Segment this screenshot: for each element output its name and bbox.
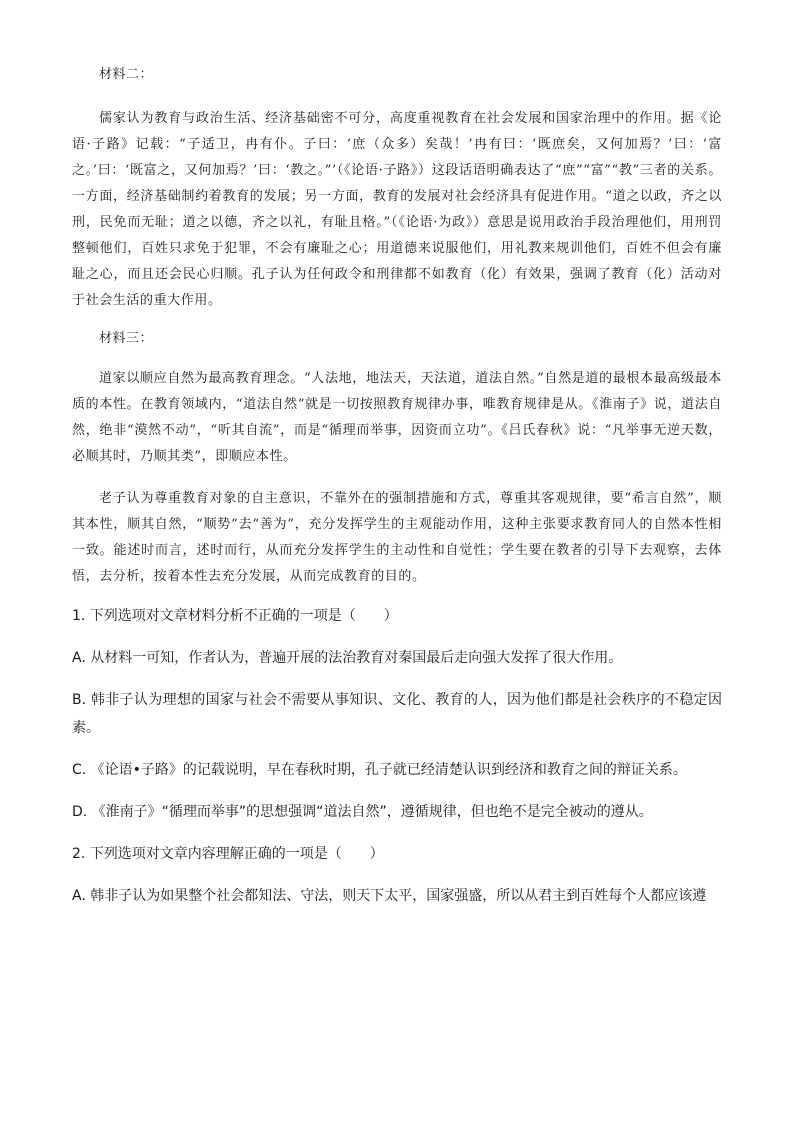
question-2-stem: 2. 下列选项对文章内容理解正确的一项是（ ） xyxy=(72,846,384,862)
document-page xyxy=(72,64,722,910)
material-3-paragraph-1: 道家以顺应自然为最高教育理念。“人法地，地法天，天法道，道法自然。”自然是道的最根本最高级最本质的本性。在教育领域内，“道法自然”就是一切按照教育规律办事，唯教育规律是从。《淮南子》说，道法自然，绝非“漠然不动”，“听其自流”，而是“循理而举事，因资而立功”。《吕氏春秋》说：“凡举事无逆天数，必顺其时，乃顺其类”，即顺应本性。 xyxy=(72,371,722,464)
question-1-option-c: C. 《论语•子路》的记载说明，早在春秋时期，孔子就已经清楚认识到经济和教育之间的辩证关系。 xyxy=(72,762,687,778)
material-3-heading: 材料三： xyxy=(99,331,154,346)
material-2-heading: 材料二： xyxy=(99,67,154,82)
question-1-option-b: B. 韩非子认为理想的国家与社会不需要从事知识、文化、教育的人，因为他们都是社会秩序的不稳定因素。 xyxy=(72,692,722,736)
material-3-paragraph-2: 老子认为尊重教育对象的自主意识，不靠外在的强制措施和方式，尊重其客观规律，要“希言自然”，顺其本性，顺其自然，“顺势”去“善为”，充分发挥学生的主观能动作用，这种主张要求教育同人的自然本性相一致。能述时而言，述时而行，从而充分发挥学生的主动性和自觉性；学生要在教者的引导下去观察，去体悟，去分析，按着本性去充分发展，从而完成教育的目的。 xyxy=(72,491,722,584)
question-1-option-a: A. 从材料一可知，作者认为，普遍开展的法治教育对秦国最后走向强大发挥了很大作用。 xyxy=(72,650,623,666)
question-2-option-a: A. 韩非子认为如果整个社会都知法、守法，则天下太平，国家强盛，所以从君主到百姓每个人都应该遵 xyxy=(72,888,707,904)
question-1-stem: 1. 下列选项对文章材料分析不正确的一项是（ ） xyxy=(72,608,398,624)
material-2-paragraph: 儒家认为教育与政治生活、经济基础密不可分，高度重视教育在社会发展和国家治理中的作用。据《论语·子路》记载：“子适卫，冉有仆。子曰：‘庶（众多）矣哉！’冉有曰：‘既庶矣，又何加焉？’曰：‘富之。’曰：‘既富之，又何加焉？’曰：‘教之。”’（《论语·子路》）这段话语明确表达了“庶”“富”“教”三者的关系。一方面，经济基础制约着教育的发展；另一方面，教育的发展对社会经济具有促进作用。“道之以政，齐之以刑，民免而无耻；道之以德，齐之以礼，有耻且格。”（《论语·为政》）意思是说用政治手段治理他们，用刑罚整顿他们，百姓只求免于犯罪，不会有廉耻之心；用道德来说服他们，用礼教来规训他们，百姓不但会有廉耻之心，而且还会民心归顺。孔子认为任何政令和刑律都不如教育（化）有效果，强调了教育（化）活动对于社会生活的重大作用。 xyxy=(72,111,722,308)
question-1-option-d: D. 《淮南子》“循理而举事”的思想强调“道法自然”，遵循规律，但也绝不是完全被动的遵从。 xyxy=(72,804,653,820)
